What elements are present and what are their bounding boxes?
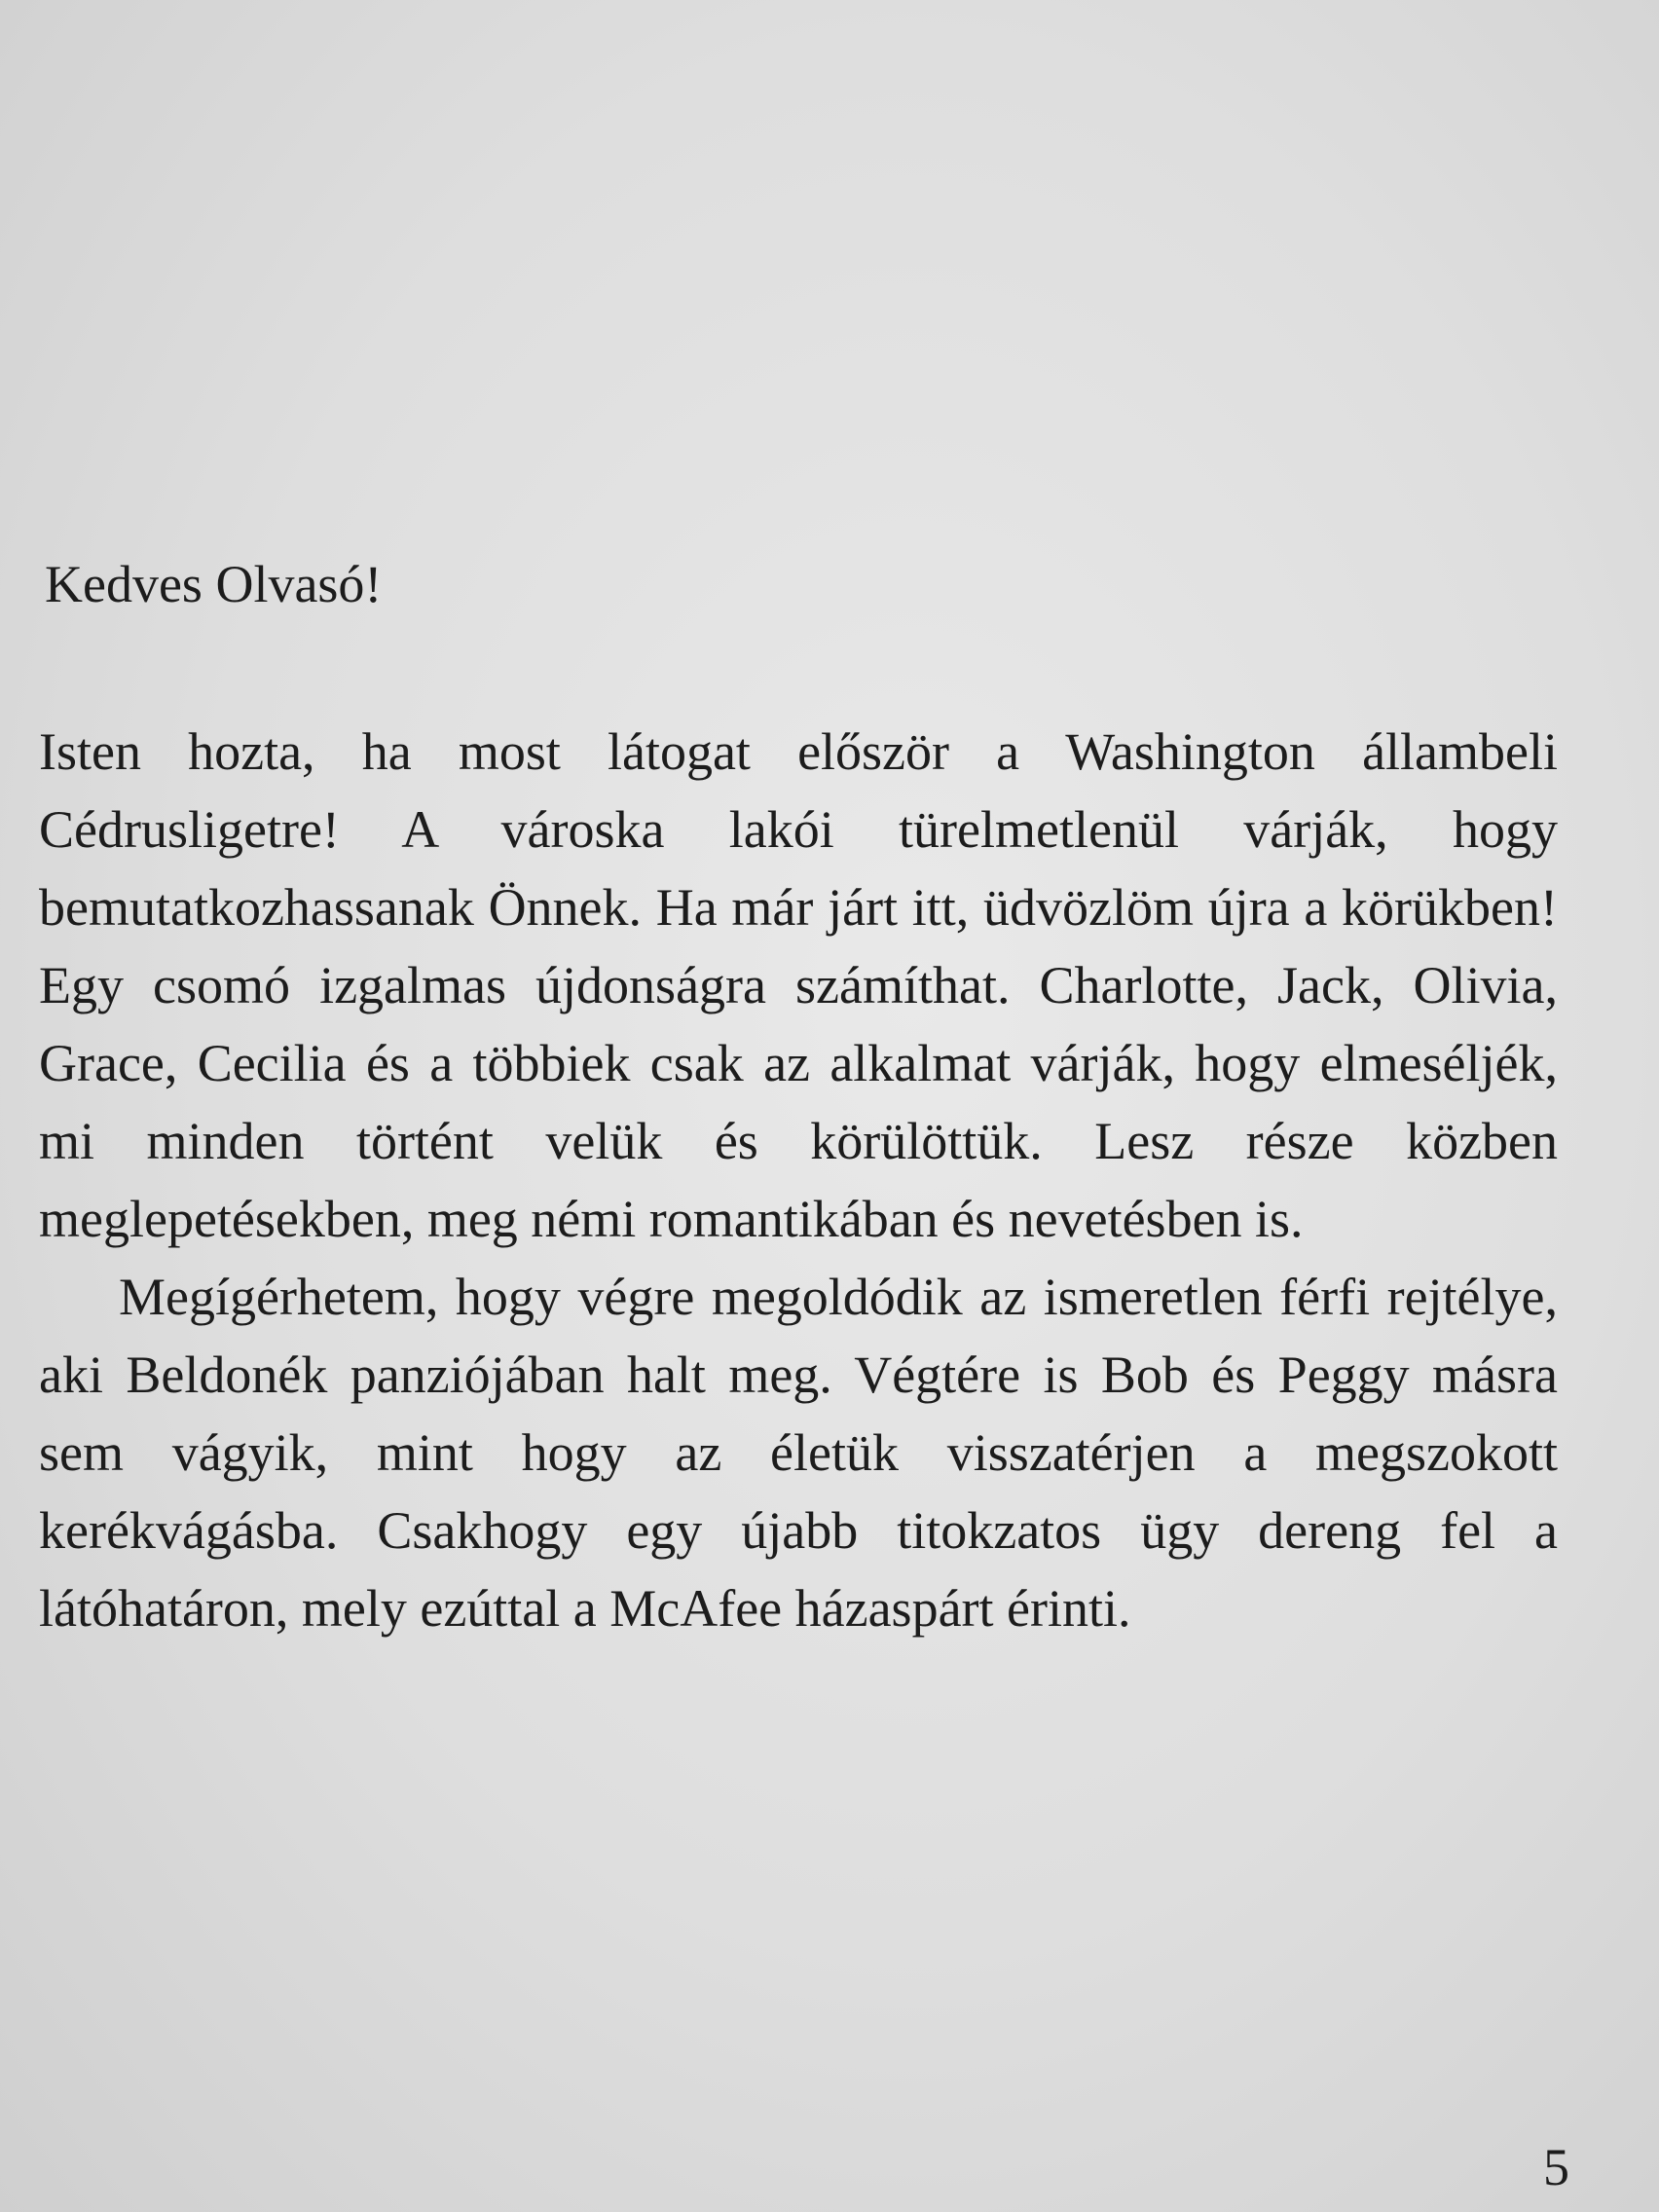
paragraph-1: Isten hozta, ha most látogat először a Washington állambeli Cédrusligetre! A városka lakói türelmetlenül várják, hogy bemutatkozhassanak Önnek. Ha már járt itt, üdvözlöm újra a körükben! Egy csomó izgalmas újdonságra számíthat. Charlotte, Jack, Olivia, Grace, Cecilia és a többiek csak az alkalmat várják, hogy elmeséljék, mi minden történt velük és körülöttük. Lesz része közben meglepetésekben, meg némi romantikában és nevetésben is. (39, 722, 1558, 1248)
page-number: 5 (1543, 2138, 1569, 2196)
paragraph-2: Megígérhetem, hogy végre megoldódik az ismeretlen férfi rejtélye, aki Beldonék panziójában halt meg. Végtére is Bob és Peggy másra sem vágyik, mint hogy az életük visszatérjen a megszokott kerékvágásba. Csakhogy egy újabb titokzatos ügy dereng fel a látóhatáron, mely ezúttal a McAfee házaspárt érinti. (39, 1268, 1558, 1638)
greeting-heading: Kedves Olvasó! (45, 555, 383, 613)
letter-body (39, 713, 1558, 1647)
